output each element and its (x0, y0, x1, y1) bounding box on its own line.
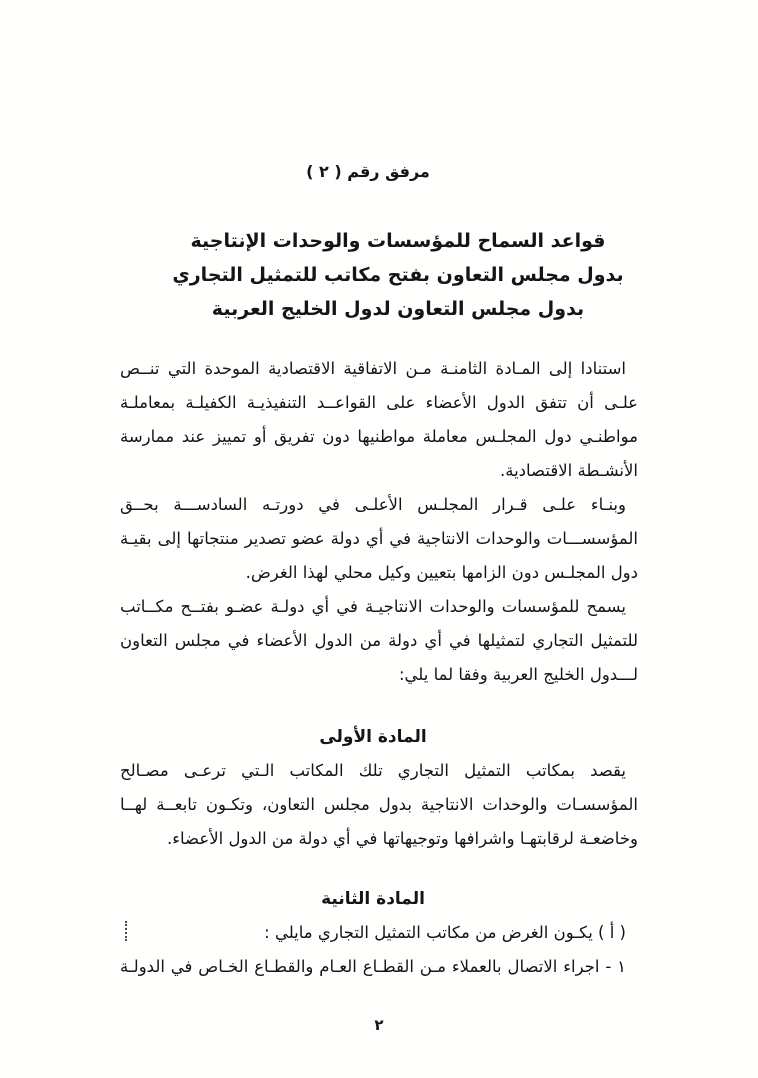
attachment-number-label: مرفق رقم ( ٢ ) (306, 162, 430, 181)
page-number: ٢ (374, 1016, 384, 1034)
article-2-item-1: ١ - اجراء الاتصال بالعملاء مـن القطـاع العـام والقطـاع الخـاص في الدولـة (120, 957, 626, 976)
paragraph-preamble-3: يسمح للمؤسسات والوحدات الانتاجيـة في أي دولـة عضـو بفتــح مكــاتب للتمثيل التجاري لتمثيلها في أي دولة من الدول الأعضاء في مجلس التعاون لـــدول الخليج العربية وفقا لما يلي: (120, 597, 638, 684)
document-body (120, 352, 638, 984)
document-title-line-3: بدول مجلس التعاون لدول الخليج العربية (211, 298, 585, 320)
article-2-clause-a: ( أ ) يكـون الغرض من مكاتب التمثيل التجاري مايلي : (264, 923, 626, 942)
document-title (139, 224, 657, 326)
paragraph-preamble-1: استنادا إلى المـادة الثامنـة مـن الاتفاقية الاقتصادية الموحدة التي تنــص علـى أن تتفق الدول الأعضاء على القواعــد التنفيذيـة الكفيلـة بمعاملـة مواطنـي دول المجلـس معاملة مواطنيها دون تفريق أو تمييز عند ممارسة الأنشـطة الاقتصادية. (120, 359, 638, 480)
scan-edge-artifact (125, 921, 127, 941)
article-1-text: يقصد بمكاتب التمثيل التجاري تلك المكاتب الـتي ترعـى مصـالح المؤسسـات والوحدات الانتاجية بدول مجلس التعاون، وتكـون تابعــة لهــا وخاضعـة لرقابتهـا واشرافها وتوجيهاتها في أي دولة من الدول الأعضاء. (120, 761, 638, 848)
article-1-heading: المادة الأولى (319, 727, 427, 747)
paragraph-preamble-2: وبنـاء علـى قـرار المجلـس الأعلـى في دورتـه السادســـة بحــق المؤسســـات والوحدات الانتاجية في أي دولة عضو تصدير منتجاتها إلى بقيـة دول المجلـس دون الزامها بتعيين وكيل محلي لهذا الغرض. (120, 495, 638, 582)
document-title-line-1: قواعد السماح للمؤسسات والوحدات الإنتاجية (190, 230, 606, 252)
document-title-line-2: بدول مجلس التعاون بفتح مكاتب للتمثيل التجاري (172, 264, 624, 286)
article-2-heading: المادة الثانية (321, 889, 425, 909)
